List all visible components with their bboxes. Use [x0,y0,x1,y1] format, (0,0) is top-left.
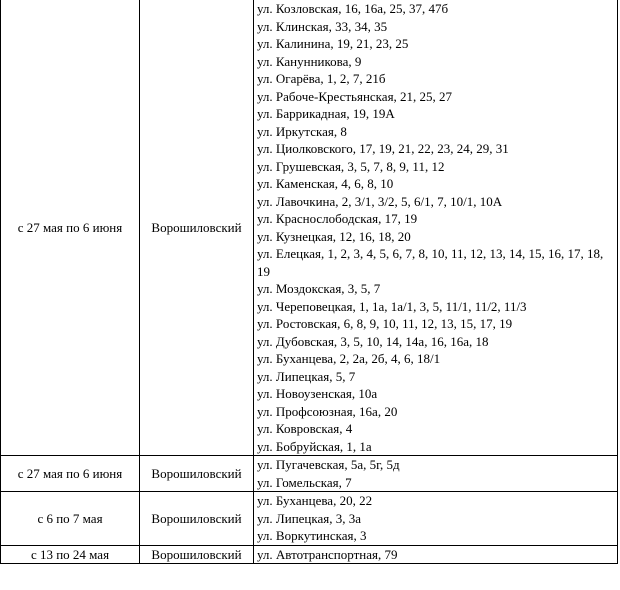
table-row [1,0,618,456]
street-address: ул. Рабоче-Крестьянская, 21, 25, 27 [257,88,453,104]
street-address: ул. Баррикадная, 19, 19А [257,106,395,121]
street-address: ул. Иркутская, 8 [257,123,347,139]
street-address: ул. Каменская, 4, 6, 8, 10 [257,176,394,191]
street-address: ул. Пугачевская, 5а, 5г, 5д [257,457,400,472]
period-cell: с 27 мая по 6 июня [1,0,140,456]
street-address: ул. Козловская, 16, 16а, 25, 37, 47б [257,1,449,16]
street-address: ул. Грушевская, 3, 5, 7, 8, 9, 11, 12 [257,158,445,174]
street-address: ул. Гомельская, 7 [257,474,352,490]
street-address: ул. Лавочкина, 2, 3/1, 3/2, 5, 6/1, 7, 10/1, 10А [257,193,503,209]
table-row [1,545,618,564]
district-cell: Ворошиловский [140,492,254,546]
street-address: ул. Канунникова, 9 [257,53,362,69]
streets-cell [254,0,618,456]
street-address: ул. Череповецкая, 1, 1а, 1а/1, 3, 5, 11/1, 11/2, 11/3 [257,298,527,314]
district-cell: Ворошиловский [140,0,254,456]
street-address: ул. Автотранспортная, 79 [257,546,398,562]
period-cell: с 27 мая по 6 июня [1,456,140,492]
streets-cell [254,545,618,564]
street-address: ул. Дубовская, 3, 5, 10, 14, 14а, 16, 16а, 18 [257,333,489,349]
street-address: ул. Краснослободская, 17, 19 [257,211,418,226]
street-address: ул. Липецкая, 3, 3а [257,510,362,526]
period-cell: с 13 по 24 мая [1,545,140,564]
period-cell: с 6 по 7 мая [1,492,140,546]
street-address: ул. Циолковского, 17, 19, 21, 22, 23, 24, 29, 31 [257,141,509,156]
street-address: ул. Новоузенская, 10а [257,386,378,401]
table-row [1,492,618,546]
street-address: ул. Клинская, 33, 34, 35 [257,18,388,34]
district-cell: Ворошиловский [140,456,254,492]
street-address: ул. Бобруйская, 1, 1а [257,438,372,454]
street-address: ул. Кузнецкая, 12, 16, 18, 20 [257,228,411,244]
table-row [1,456,618,492]
street-address: ул. Ковровская, 4 [257,421,353,436]
street-address: ул. Профсоюзная, 16а, 20 [257,403,398,419]
streets-cell [254,492,618,546]
street-address: ул. Калинина, 19, 21, 23, 25 [257,36,409,51]
street-address: ул. Ростовская, 6, 8, 9, 10, 11, 12, 13, 15, 17, 19 [257,316,513,331]
street-address: ул. Елецкая, 1, 2, 3, 4, 5, 6, 7, 8, 10, 11, 12, 13, 14, 15, 16, 17, 18, 19 [257,246,604,279]
street-address: ул. Огарёва, 1, 2, 7, 21б [257,71,386,86]
street-address: ул. Буханцева, 2, 2а, 2б, 4, 6, 18/1 [257,351,441,366]
street-address: ул. Буханцева, 20, 22 [257,493,373,508]
street-address: ул. Липецкая, 5, 7 [257,368,356,384]
street-address: ул. Моздокская, 3, 5, 7 [257,281,381,296]
district-cell: Ворошиловский [140,545,254,564]
street-address: ул. Воркутинская, 3 [257,528,367,543]
streets-cell [254,456,618,492]
